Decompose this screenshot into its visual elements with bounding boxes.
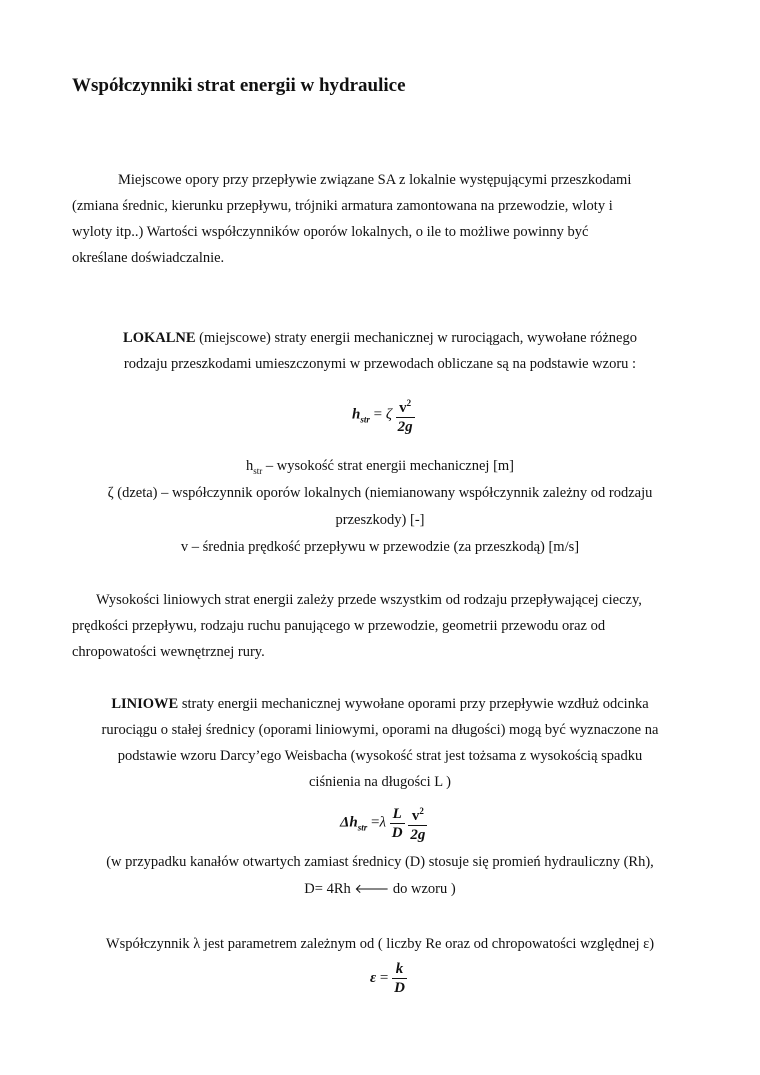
arrow-left-icon: 🡐 xyxy=(354,882,390,897)
local-line-1 xyxy=(72,325,688,351)
linear-line-1 xyxy=(72,691,688,717)
linear-line-1-text: straty energii mechanicznej wywołane oporami przy przepływie wzdłuż odcinka xyxy=(181,696,649,712)
local-keyword: LOKALNE xyxy=(123,330,196,346)
def-zeta-line-1: ζ (dzeta) – współczynnik oporów lokalnych (niemianowany współczynnik zależny od rodzaju xyxy=(107,485,653,501)
formula-fraction xyxy=(396,394,415,436)
intro-line-2: (zmiana średnic, kierunku przepływu, trójniki armatura zamontowana na przewodzie, wloty i xyxy=(72,198,613,214)
formula-numerator: $v^2$ xyxy=(396,394,415,418)
formula-denominator-d: D xyxy=(394,980,405,996)
formula-lambda: λ xyxy=(379,814,386,831)
formula-numerator-l: L xyxy=(390,805,405,824)
intro-line-3: wyloty itp..) Wartości współczynników oporów lokalnych, o ile to możliwe powinny być xyxy=(72,224,589,240)
local-line-1-text: (miejscowe) straty energii mechanicznej w rurociągach, wywołane różnego xyxy=(199,330,637,346)
formula-fraction-v2-2g xyxy=(408,802,427,844)
formula-epsilon: ε xyxy=(370,969,377,986)
page-title: Współczynniki strat energii w hydraulice xyxy=(72,75,406,96)
formula-zeta: ζ xyxy=(385,406,392,423)
formula-lhs: h xyxy=(352,406,361,423)
formula-equals: = xyxy=(373,406,383,423)
def-velocity: v – średnia prędkość przepływu w przewodzie (za przeszkodą) [m/s] xyxy=(180,539,580,555)
coefficient-text: Współczynnik λ jest parametrem zależnym od ( liczby Re oraz od chropowatości względnej ε) xyxy=(105,936,655,952)
heights-line-1: Wysokości liniowych strat energii zależy przede wszystkim od rodzaju przepływającej cieczy, xyxy=(96,592,642,608)
formula-lhs: Δh xyxy=(340,814,358,831)
formula-fraction-l-d xyxy=(390,805,405,842)
formula-equals: = xyxy=(379,969,389,986)
formula-fraction-k-d xyxy=(392,960,407,997)
formula-denominator: 2g xyxy=(397,419,413,435)
linear-line-2: rurociągu o stałej średnicy (oporami liniowymi, oporami na długości) mogą być wyznaczone na xyxy=(101,722,659,738)
def-hstr: $h_{str}$ – wysokość strat energii mechanicznej [m] xyxy=(245,458,515,476)
darcy-weisbach-formula xyxy=(340,802,427,844)
local-line-2: rodzaju przeszkodami umieszczonymi w przewodach obliczane są na podstawie wzoru : xyxy=(123,356,637,372)
formula-numerator-v2: $v^2$ xyxy=(408,802,427,826)
linear-line-3: podstawie wzoru Darcy’ego Weisbacha (wysokość strat jest tożsama z wysokością spadku xyxy=(117,748,643,764)
formula-denominator-2g: 2g xyxy=(410,827,426,843)
def-zeta-line-2: przeszkody) [-] xyxy=(335,512,425,528)
formula-lhs-sub: str xyxy=(357,822,368,833)
formula-equals: = xyxy=(371,814,380,831)
linear-keyword: LINIOWE xyxy=(111,696,179,712)
formula-numerator-k: k xyxy=(392,960,407,979)
linear-line-4: ciśnienia na długości L ) xyxy=(308,774,451,790)
formula-lhs-sub: str xyxy=(360,414,370,425)
open-channel-note-line-1: (w przypadku kanałów otwartych zamiast średnicy (D) stosuje się promień hydrauliczny (Rh), xyxy=(106,854,654,870)
heights-line-3: chropowatości wewnętrznej rury. xyxy=(72,644,265,660)
open-channel-note-line-2: D= 4Rh 🡐 do wzoru ) xyxy=(304,881,456,897)
intro-line-4: określane doświadczalnie. xyxy=(72,250,225,266)
local-loss-formula xyxy=(352,394,415,436)
heights-line-2: prędkości przepływu, rodzaju ruchu panującego w przewodzie, geometrii przewodu oraz od xyxy=(72,618,606,634)
intro-line-1: Miejscowe opory przy przepływie związane SA z lokalnie występującymi przeszkodami xyxy=(118,172,632,188)
formula-denominator-d: D xyxy=(391,824,403,841)
relative-roughness-formula xyxy=(370,960,407,997)
